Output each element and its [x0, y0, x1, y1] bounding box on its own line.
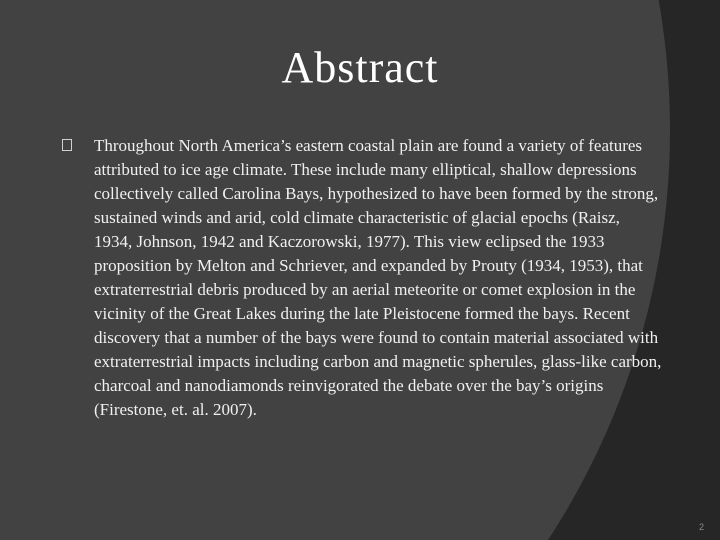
slide-body — [62, 134, 662, 422]
abstract-paragraph: Throughout North America’s eastern coastal plain are found a variety of features attributed to ice age climate. These include many elliptical, shallow depressions collectively called Carolina Bays, hypothesized to have been formed by the strong, sustained winds and arid, cold climate characteristic of glacial epochs (Raisz, 1934, Johnson, 1942 and Kaczorowski, 1977). This view eclipsed the 1933 proposition by Melton and Schriever, and expanded by Prouty (1934, 1953), that extraterrestrial debris produced by an aerial meteorite or comet explosion in the vicinity of the Great Lakes during the late Pleistocene formed the bays. Recent discovery that a number of the bays were found to contain material associated with extraterrestrial impacts including carbon and magnetic spherules, glass-like carbon, charcoal and nanodiamonds reinvigorated the debate over the bay’s origins (Firestone, et. al. 2007). — [94, 136, 662, 419]
slide-title: Abstract — [281, 43, 439, 92]
slide-number: 2 — [698, 522, 704, 532]
bullet-icon — [62, 139, 72, 151]
